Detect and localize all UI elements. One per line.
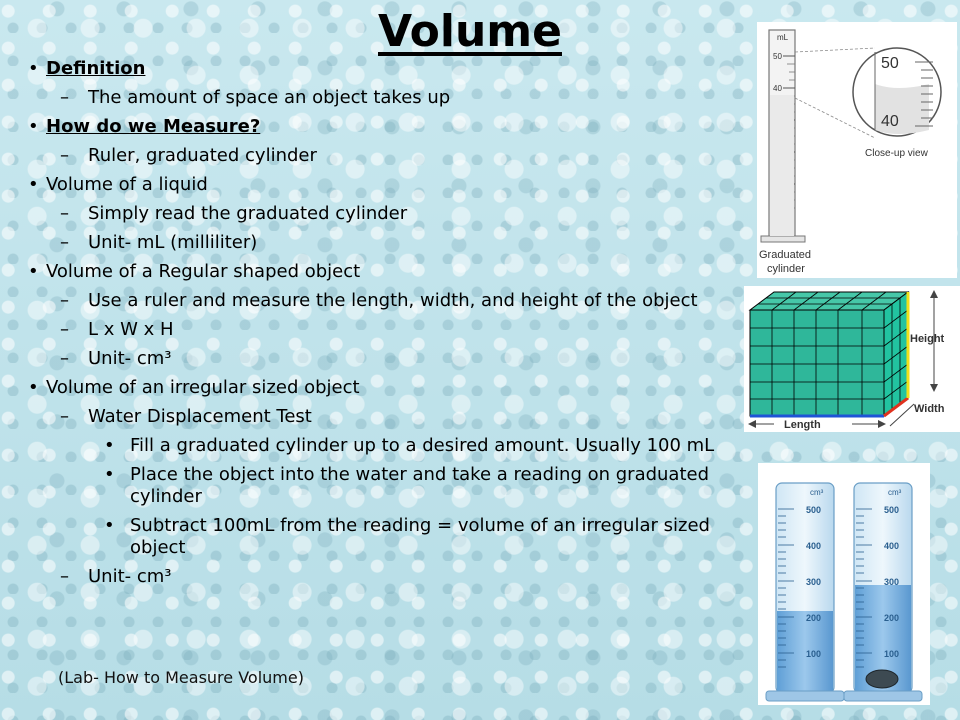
right-tick-300: 300 xyxy=(884,577,900,587)
bullet-level-3-item xyxy=(28,515,740,559)
bullet-level-2-item xyxy=(28,232,740,254)
bullet-level-2-item xyxy=(28,406,740,428)
bullet-level-1-item xyxy=(28,261,740,283)
bullet-text: L x W x H xyxy=(88,319,174,340)
bullet-level-3-item xyxy=(28,435,740,457)
bullet-level-2-item xyxy=(28,348,740,370)
bullet-text: Unit- mL (milliliter) xyxy=(88,232,258,253)
right-tick-400: 400 xyxy=(884,541,900,551)
cylinder-caption-line1: Graduated xyxy=(759,249,811,261)
bullet-level-2-item xyxy=(28,290,740,312)
left-tick-300: 300 xyxy=(806,577,822,587)
lab-reference-note: (Lab- How to Measure Volume) xyxy=(58,668,304,687)
cube-side-face xyxy=(884,292,908,416)
bullet-level-1-item xyxy=(28,58,740,80)
bullet-level-2-item xyxy=(28,566,740,588)
bullet-level-2-item xyxy=(28,87,740,109)
graduated-cylinder-figure xyxy=(757,22,957,278)
right-arrow-icon xyxy=(878,420,886,428)
submerged-rock xyxy=(866,670,898,688)
bullet-level-2-item xyxy=(28,203,740,225)
bullet-level-3-item xyxy=(28,464,740,508)
left-cylinder-water xyxy=(777,611,833,692)
bullet-text: Fill a graduated cylinder up to a desired amount. Usually 100 mL xyxy=(130,435,715,456)
left-tick-200: 200 xyxy=(806,613,822,623)
bullet-text: Place the object into the water and take a reading on graduated cylinder xyxy=(130,464,710,507)
down-arrow-icon xyxy=(930,384,938,392)
bullet-level-2-item xyxy=(28,145,740,167)
water-displacement-figure xyxy=(758,463,930,705)
height-label: Height xyxy=(910,333,945,345)
closeup-caption: Close-up view xyxy=(865,148,928,159)
bullet-level-2-item xyxy=(28,319,740,341)
bullet-text: Volume of an irregular sized object xyxy=(46,377,360,398)
cylinder-liquid xyxy=(770,95,794,236)
bullet-level-1-item xyxy=(28,116,740,138)
left-cylinder-base xyxy=(766,691,844,701)
right-tick-200: 200 xyxy=(884,613,900,623)
closeup-reading-top: 50 xyxy=(881,55,899,72)
bullet-text: Definition xyxy=(46,58,146,79)
right-unit-label: cm³ xyxy=(888,488,902,497)
width-label: Width xyxy=(914,403,945,415)
cylinder-base xyxy=(761,236,805,242)
bullet-text: The amount of space an object takes up xyxy=(88,87,451,108)
bullet-text: Subtract 100mL from the reading = volume of an irregular sized object xyxy=(130,515,710,558)
right-tick-100: 100 xyxy=(884,649,900,659)
bullet-text: Ruler, graduated cylinder xyxy=(88,145,317,166)
slide-title: Volume xyxy=(378,6,562,57)
right-cylinder-base xyxy=(844,691,922,701)
left-tick-100: 100 xyxy=(806,649,822,659)
left-tick-400: 400 xyxy=(806,541,822,551)
up-arrow-icon xyxy=(930,290,938,298)
bullet-level-1-item xyxy=(28,377,740,399)
bullet-list xyxy=(28,58,740,595)
bullet-text: Simply read the graduated cylinder xyxy=(88,203,408,224)
cube-top-face xyxy=(750,292,908,310)
cube-dimensions-figure xyxy=(744,286,960,432)
cylinder-caption-line2: cylinder xyxy=(767,263,805,275)
left-unit-label: cm³ xyxy=(810,488,824,497)
bullet-text: Unit- cm³ xyxy=(88,348,172,369)
bullet-text: Volume of a Regular shaped object xyxy=(46,261,361,282)
bullet-text: Unit- cm³ xyxy=(88,566,172,587)
left-arrow-icon xyxy=(748,420,756,428)
bullet-text: How do we Measure? xyxy=(46,116,261,137)
bullet-level-1-item xyxy=(28,174,740,196)
cylinder-tick-40: 40 xyxy=(773,84,782,93)
length-label: Length xyxy=(784,419,821,431)
left-tick-500: 500 xyxy=(806,505,822,515)
cylinder-unit-label: mL xyxy=(777,33,789,42)
right-tick-500: 500 xyxy=(884,505,900,515)
closeup-reading-bottom: 40 xyxy=(881,113,899,130)
bullet-text: Volume of a liquid xyxy=(46,174,208,195)
bullet-text: Use a ruler and measure the length, width, and height of the object xyxy=(88,290,698,311)
bullet-text: Water Displacement Test xyxy=(88,406,312,427)
cylinder-tick-50: 50 xyxy=(773,52,782,61)
cube-front-face xyxy=(750,310,884,416)
